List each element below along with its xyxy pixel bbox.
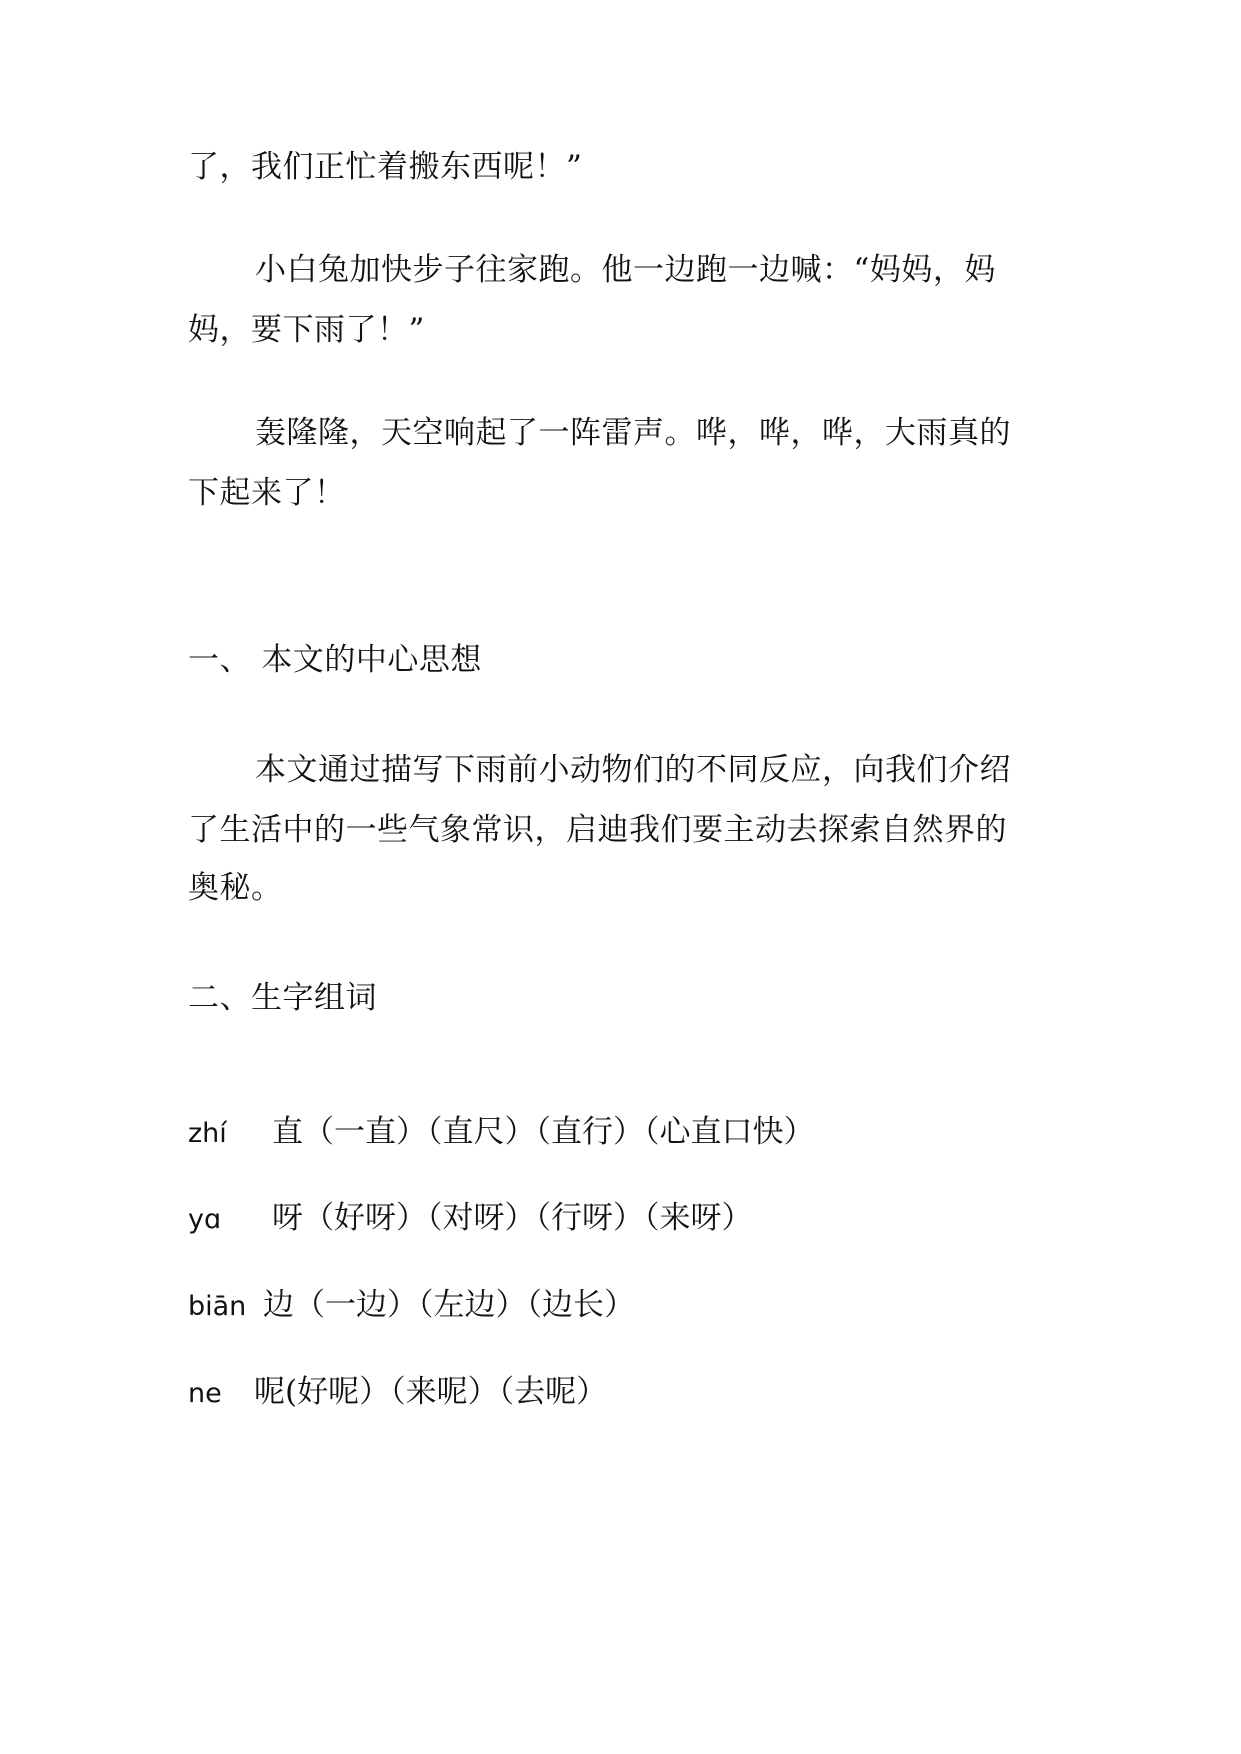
vocab-row <box>188 1372 607 1414</box>
vocab-pinyin: zhí <box>188 1118 227 1149</box>
vocab-row <box>188 1112 815 1154</box>
section-1-line-1: 本文通过描写下雨前小动物们的不同反应，向我们介绍 <box>255 752 1011 788</box>
story-paragraph-2-line-2: 妈，要下雨了！” <box>188 312 425 348</box>
vocab-words: 边（一边）（左边）（边长） <box>263 1287 635 1323</box>
vocab-row <box>188 1198 753 1240</box>
section-1-line-2: 了生活中的一些气象常识，启迪我们要主动去探索自然界的 <box>188 812 1007 848</box>
story-paragraph-3-line-1: 轰隆隆，天空响起了一阵雷声。哗，哗，哗，大雨真的 <box>255 415 1011 451</box>
vocab-pinyin: biān <box>188 1291 247 1322</box>
vocab-words: 直（一直）（直尺）（直行）（心直口快） <box>272 1114 815 1150</box>
section-1-line-3: 奥秘。 <box>188 870 283 906</box>
story-line-1: 了，我们正忙着搬东西呢！” <box>188 149 583 185</box>
vocab-pinyin: yɑ <box>188 1204 222 1235</box>
vocab-words: 呢(好呢）（来呢）（去呢） <box>254 1374 608 1410</box>
story-paragraph-3-line-2: 下起来了！ <box>188 475 346 511</box>
vocab-words: 呀（好呀）（对呀）（行呀）（来呀） <box>272 1200 753 1236</box>
story-paragraph-2-line-1: 小白兔加快步子往家跑。他一边跑一边喊：“妈妈，妈 <box>255 252 996 288</box>
vocab-row <box>188 1285 635 1327</box>
vocab-pinyin: ne <box>188 1378 222 1409</box>
section-2-heading: 二、生字组词 <box>188 980 377 1016</box>
section-1-heading: 一、 本文的中心思想 <box>188 642 482 678</box>
